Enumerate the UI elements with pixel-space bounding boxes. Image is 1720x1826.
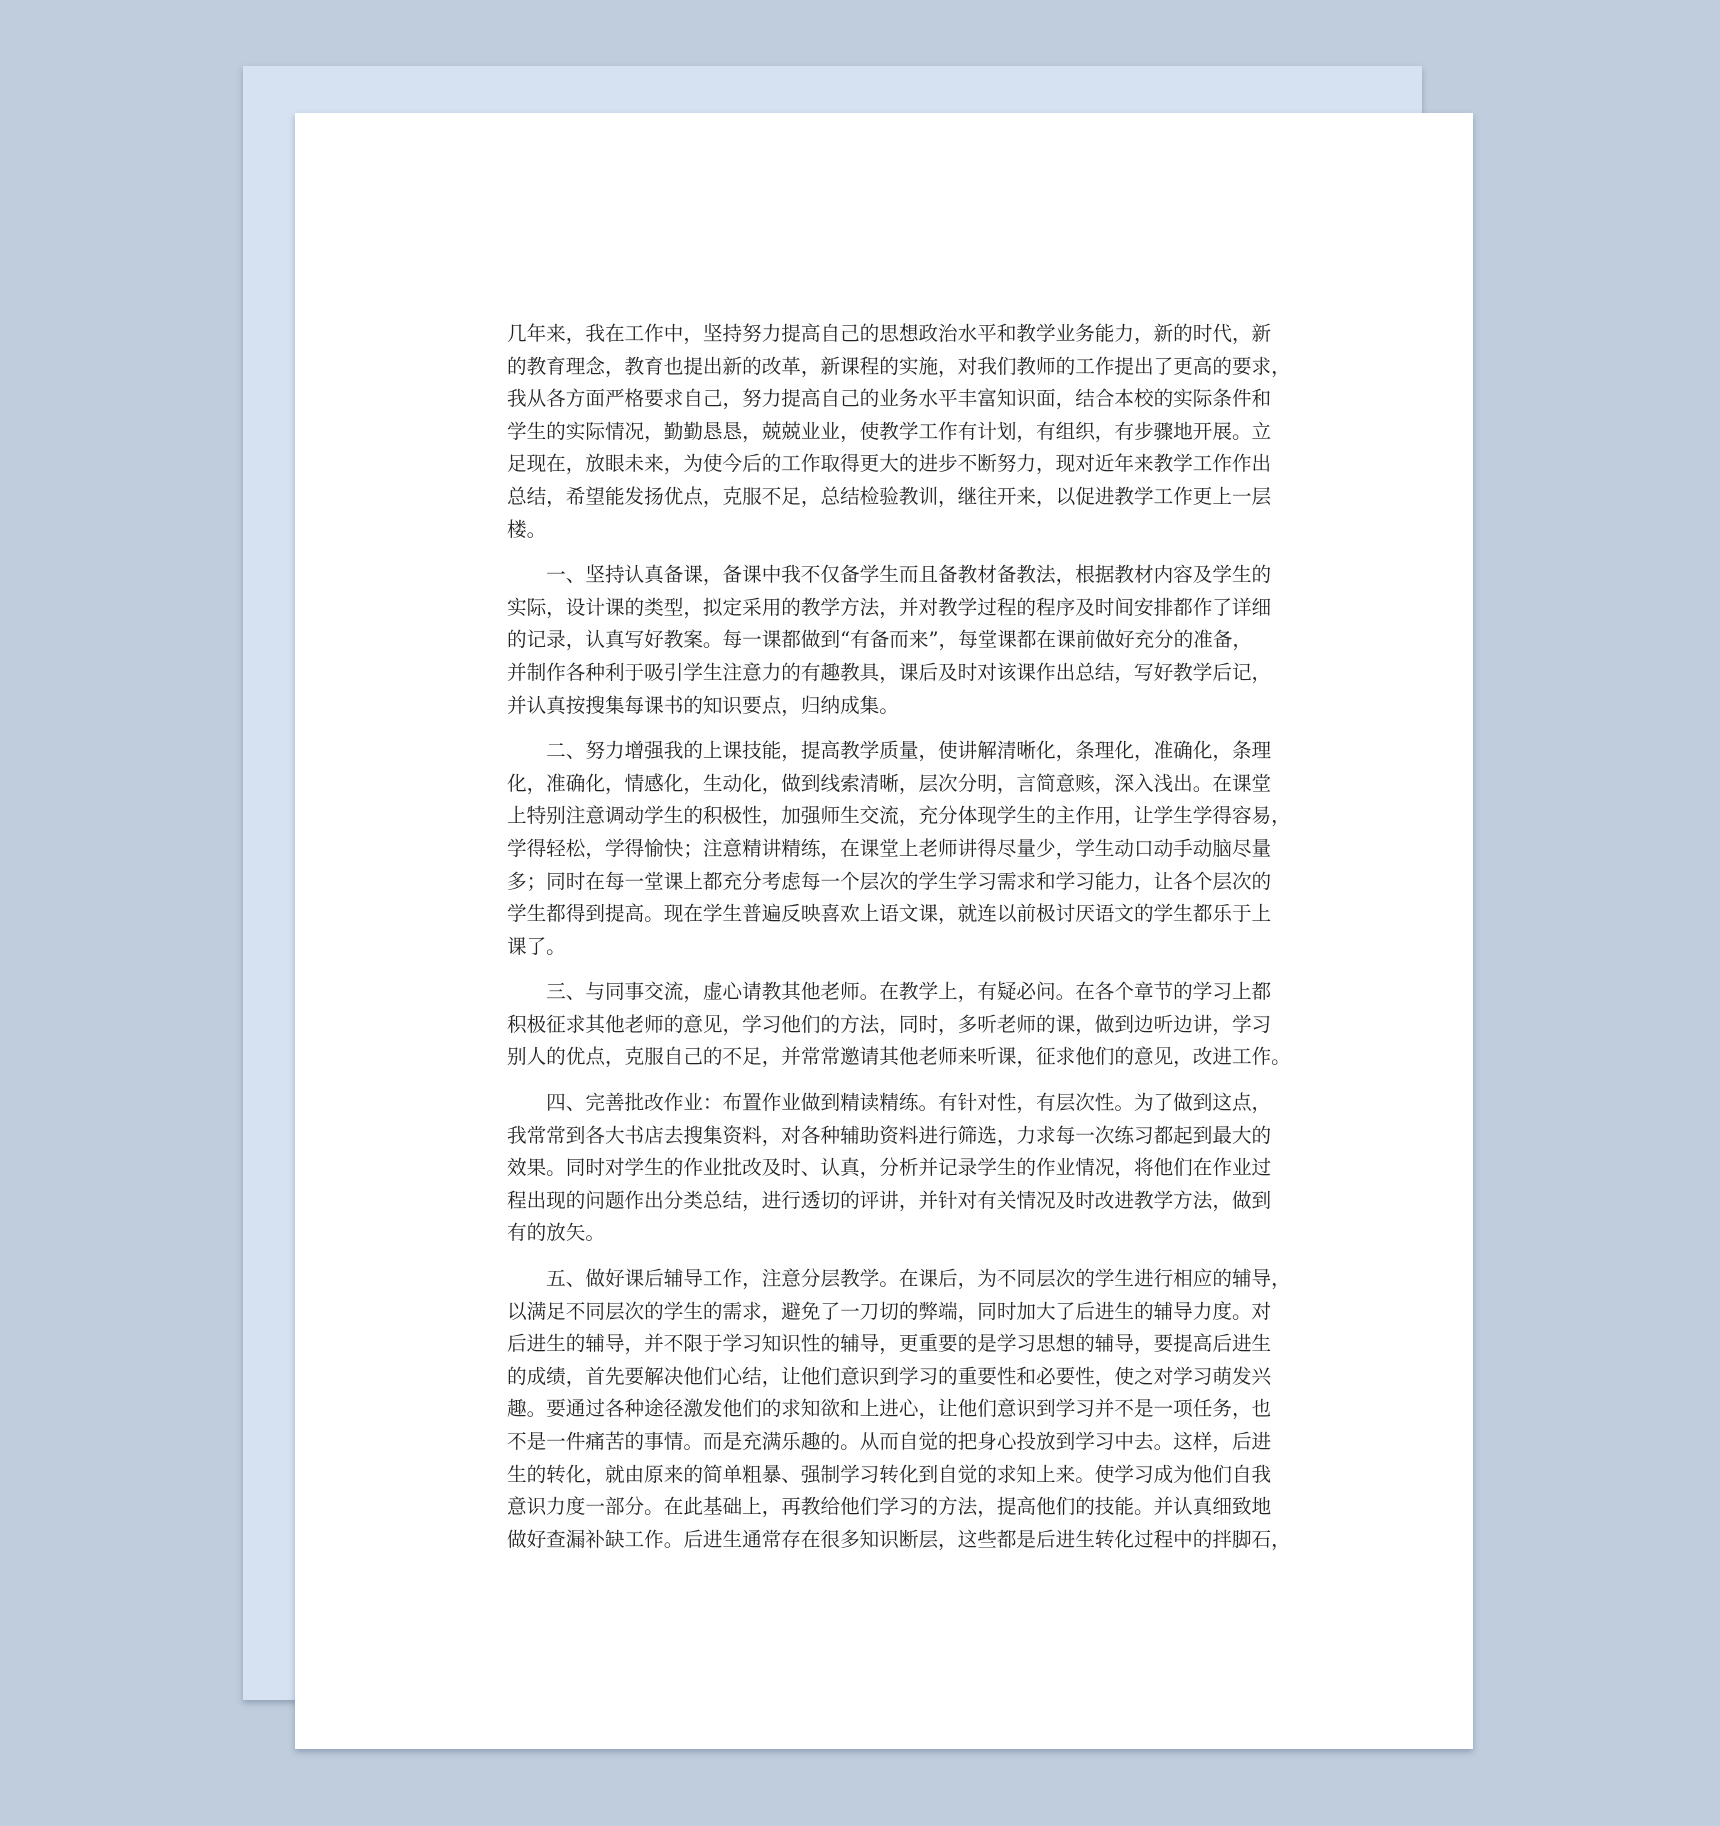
- text-line: 的教育理念，教育也提出新的改革，新课程的实施，对我们教师的工作提出了更高的要求，: [507, 354, 1291, 378]
- text-line: 我常常到各大书店去搜集资料，对各种辅助资料进行筛选，力求每一次练习都起到最大的: [507, 1123, 1272, 1147]
- text-line: 效果。同时对学生的作业批改及时、认真，分析并记录学生的作业情况，将他们在作业过: [507, 1156, 1272, 1180]
- text-line: 化，准确化，情感化，生动化，做到线索清晰，层次分明，言简意赅，深入浅出。在课堂: [507, 771, 1272, 795]
- text-line: 积极征求其他老师的意见，学习他们的方法，同时，多听老师的课，做到边听边讲，学习: [507, 1012, 1272, 1036]
- text-line: 几年来，我在工作中，坚持努力提高自己的思想政治水平和教学业务能力，新的时代，新: [507, 322, 1272, 345]
- paragraph: [507, 318, 1291, 546]
- paragraph: [507, 1087, 1287, 1250]
- paragraph: [507, 976, 1291, 1074]
- text-line: 学生的实际情况，勤勤恳恳，兢兢业业，使教学工作有计划，有组织，有步骤地开展。立: [507, 419, 1272, 443]
- text-line: 三、与同事交流，虚心请教其他老师。在教学上，有疑必问。在各个章节的学习上都: [507, 980, 1272, 1004]
- text-line: 足现在，放眼未来，为使今后的工作取得更大的进步不断努力，现对近年来教学工作作出: [507, 452, 1272, 476]
- text-line: 五、做好课后辅导工作，注意分层教学。在课后，为不同层次的学生进行相应的辅导，: [507, 1267, 1291, 1291]
- paragraph: [507, 559, 1287, 722]
- text-line: 后进生的辅导，并不限于学习知识性的辅导，更重要的是学习思想的辅导，要提高后进生: [507, 1332, 1272, 1356]
- text-line: 一、坚持认真备课，备课中我不仅备学生而且备教材备教法，根据教材内容及学生的: [507, 563, 1272, 587]
- text-line: 二、努力增强我的上课技能，提高教学质量，使讲解清晰化，条理化，准确化，条理: [507, 739, 1272, 763]
- text-line: 课了。: [507, 934, 566, 958]
- document-page: [295, 113, 1473, 1749]
- text-line: 实际，设计课的类型，拟定采用的教学方法，并对教学过程的程序及时间安排都作了详细: [507, 595, 1272, 619]
- text-line: 总结，希望能发扬优点，克服不足，总结检验教训，继往开来，以促进教学工作更上一层: [507, 484, 1272, 508]
- text-line: 程出现的问题作出分类总结，进行透切的评讲，并针对有关情况及时改进教学方法，做到: [507, 1188, 1272, 1212]
- text-line: 我从各方面严格要求自己，努力提高自己的业务水平丰富知识面，结合本校的实际条件和: [507, 387, 1272, 411]
- text-line: 有的放矢。: [507, 1221, 605, 1245]
- text-line: 学得轻松，学得愉快；注意精讲精练，在课堂上老师讲得尽量少，学生动口动手动脑尽量: [507, 836, 1272, 860]
- text-line: 并认真按搜集每课书的知识要点，归纳成集。: [507, 693, 899, 717]
- text-line: 不是一件痛苦的事情。而是充满乐趣的。从而自觉的把身心投放到学习中去。这样，后进: [507, 1430, 1272, 1453]
- text-line: 的记录，认真写好教案。每一课都做到“有备而来”，每堂课都在课前做好充分的准备，: [507, 628, 1253, 652]
- text-line: 学生都得到提高。现在学生普遍反映喜欢上语文课，就连以前极讨厌语文的学生都乐于上: [507, 902, 1272, 926]
- text-line: 做好查漏补缺工作。后进生通常存在很多知识断层，这些都是后进生转化过程中的拌脚石，: [507, 1527, 1291, 1551]
- text-line: 以满足不同层次的学生的需求，避免了一刀切的弊端，同时加大了后进生的辅导力度。对: [507, 1299, 1272, 1323]
- paragraph: [507, 735, 1291, 963]
- text-line: 意识力度一部分。在此基础上，再教给他们学习的方法，提高他们的技能。并认真细致地: [507, 1495, 1272, 1519]
- text-line: 趣。要通过各种途径激发他们的求知欲和上进心，让他们意识到学习并不是一项任务，也: [507, 1397, 1272, 1421]
- document-body: [507, 318, 1291, 1569]
- text-line: 生的转化，就由原来的简单粗暴、强制学习转化到自觉的求知上来。使学习成为他们自我: [507, 1462, 1272, 1486]
- text-line: 上特别注意调动学生的积极性，加强师生交流，充分体现学生的主作用，让学生学得容易，: [507, 804, 1291, 828]
- text-line: 多；同时在每一堂课上都充分考虑每一个层次的学生学习需求和学习能力，让各个层次的: [507, 869, 1272, 893]
- paragraph: [507, 1263, 1291, 1556]
- text-line: 楼。: [507, 517, 547, 541]
- text-line: 并制作各种利于吸引学生注意力的有趣教具，课后及时对该课作出总结，写好教学后记，: [507, 660, 1272, 684]
- text-line: 的成绩，首先要解决他们心结，让他们意识到学习的重要性和必要性，使之对学习萌发兴: [507, 1364, 1272, 1388]
- text-line: 四、完善批改作业：布置作业做到精读精练。有针对性，有层次性。为了做到这点，: [507, 1091, 1272, 1115]
- text-line: 别人的优点，克服自己的不足，并常常邀请其他老师来听课，征求他们的意见，改进工作。: [507, 1045, 1291, 1069]
